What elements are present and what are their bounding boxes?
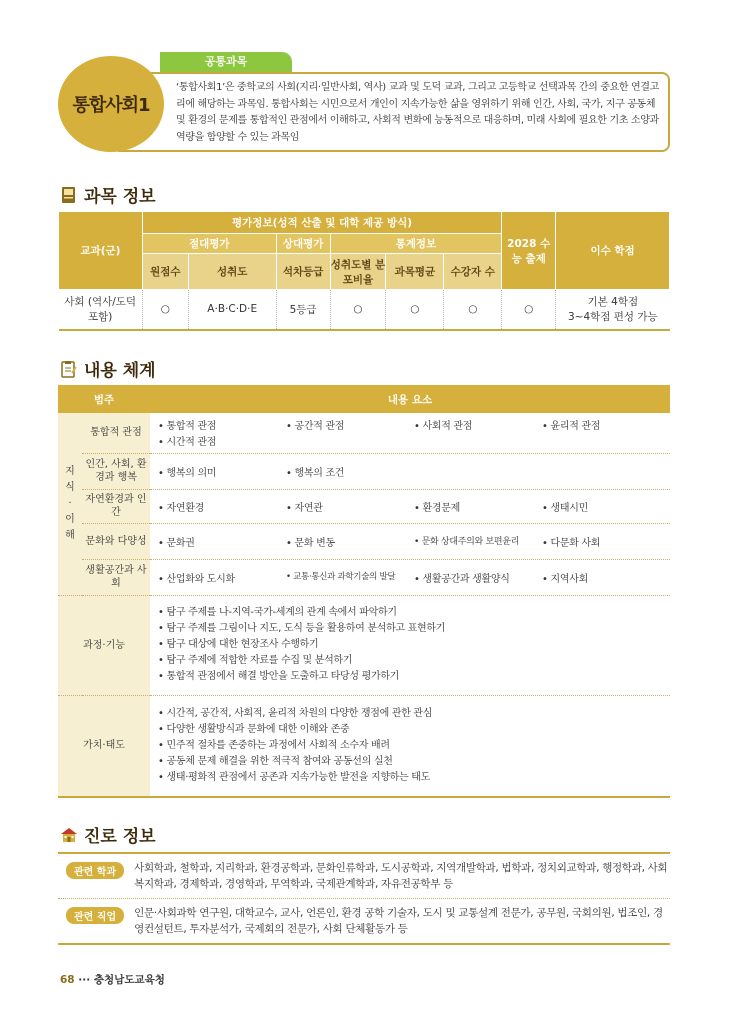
achievement-header: 성취도 (188, 254, 276, 290)
raw-score-header: 원점수 (142, 254, 188, 290)
average-cell: ○ (386, 290, 444, 330)
school-building-icon (60, 826, 78, 844)
list-item: • 통합적 관점에서 해결 방안을 도출하고 타당성 평가하기 (158, 669, 670, 685)
list-item: • 자연환경 (158, 499, 286, 514)
list-item: • 교통·통신과 과학기술의 발달 (286, 570, 414, 585)
related-majors-badge: 관련 학과 (66, 862, 124, 879)
subject-title: 통합사회1 (72, 95, 150, 116)
list-item: • 행복의 조건 (286, 464, 414, 479)
list-item: • 윤리적 관점 (542, 417, 670, 432)
list-item: • 생태시민 (542, 499, 670, 514)
list-item: • 탐구 주제를 그림이나 지도, 도식 등을 활용하여 분석하고 표현하기 (158, 621, 670, 637)
content-elements-header: 내용 요소 (150, 385, 670, 413)
related-majors-text: 사회학과, 철학과, 지리학과, 환경공학과, 문화인류학과, 도시공학과, 지역개발학과, 법학과, 정치외교학과, 행정학과, 사회복지학과, 경제학과, 경영학과, 무역학과, 국제관계학과, 자유전공학부 등 (134, 862, 668, 890)
elements-cell (150, 489, 670, 523)
checklist-icon (60, 360, 78, 378)
list-item: • 탐구 주제에 적합한 자료를 수집 및 분석하기 (158, 653, 670, 669)
students-cell: ○ (444, 290, 502, 330)
process-elements-cell (150, 595, 670, 695)
table-row (58, 453, 670, 489)
list-item: • 생활공간과 생활양식 (414, 570, 542, 585)
table-row (58, 523, 670, 559)
distribution-header: 성취도별 분포비율 (330, 254, 386, 290)
keyword-cell: 통합적 관점 (82, 413, 150, 453)
content-system-table (58, 385, 670, 798)
list-item: • 사회적 관점 (414, 417, 542, 432)
book-icon (60, 186, 78, 204)
list-item: • 문화 상대주의와 보편윤리 (414, 534, 542, 549)
keyword-cell: 인간, 사회, 환경과 행복 (82, 453, 150, 489)
table-row (58, 559, 670, 595)
list-item: • 문화권 (158, 534, 286, 549)
raw-score-cell: ○ (142, 290, 188, 330)
stats-header: 통계정보 (330, 234, 502, 254)
related-jobs-badge: 관련 직업 (66, 907, 124, 924)
table-row (58, 695, 670, 797)
subject-group-cell: 사회 (역사/도덕 포함) (59, 290, 143, 330)
table-row (59, 290, 670, 330)
subject-header (58, 52, 670, 152)
elements-cell (150, 413, 670, 453)
list-item: • 산업화와 도시화 (158, 570, 286, 585)
credits-basic: 기본 4학점 (587, 296, 639, 309)
eval-info-header: 평가정보(성적 산출 및 대학 제공 방식) (142, 212, 501, 234)
list-item: • 자연관 (286, 499, 414, 514)
related-majors-row (58, 854, 670, 898)
list-item: • 공동체 문제 해결을 위한 적극적 참여와 공동선의 실천 (158, 754, 670, 770)
absolute-eval-header: 절대평가 (142, 234, 276, 254)
elements-cell (150, 559, 670, 595)
subject-category-tag: 공통과목 (160, 52, 292, 72)
process-category: 과정·기능 (58, 595, 150, 695)
list-item: • 문화 변동 (286, 534, 414, 549)
keyword-cell: 생활공간과 사회 (82, 559, 150, 595)
list-item: • 탐구 대상에 대한 현장조사 수행하기 (158, 637, 670, 653)
table-row (58, 489, 670, 523)
keyword-cell: 자연환경과 인간 (82, 489, 150, 523)
subject-description: ‘통합사회1’은 중학교의 사회(지리·일반사회, 역사) 교과 및 도덕 교과, 그리고 고등학교 선택과목 간의 중요한 연결고리에 해당하는 과목임. 통합사회는 시민으로서 개인이 지속가능한 삶을 영위하기 위해 인간, 사회, 국가, 지구 공동체 및 환경의 문제를 통합적인 관점에서 이해하고, 사회적 변화에 능동적으로 대응하며, 미래 사회에 필요한 기초 소양과 역량을 함양할 수 있는 과목임 (176, 82, 659, 143)
suneung-cell: ○ (502, 290, 556, 330)
category-header: 범주 (58, 385, 150, 413)
keyword-cell: 문화와 다양성 (82, 523, 150, 559)
course-info-heading (60, 182, 156, 207)
table-row (58, 413, 670, 453)
list-item: • 지역사회 (542, 570, 670, 585)
page-number: 68 (60, 974, 75, 986)
career-info-box (58, 852, 670, 945)
values-elements-cell (150, 695, 670, 797)
relative-eval-header: 상대평가 (276, 234, 330, 254)
course-info-table (58, 211, 670, 331)
list-item: • 다문화 사회 (542, 534, 670, 549)
elements-cell (150, 453, 670, 489)
values-category: 가치·태도 (58, 695, 150, 797)
list-item: • 생태·평화적 관점에서 공존과 지속가능한 발전을 지향하는 태도 (158, 770, 670, 786)
students-header: 수강자 수 (444, 254, 502, 290)
credits-header: 이수 학점 (556, 212, 670, 290)
related-jobs-row (58, 898, 670, 945)
related-jobs-text: 인문·사회과학 연구원, 대학교수, 교사, 언론인, 환경 공학 기술자, 도시 및 교통설계 전문가, 공무원, 국회의원, 법조인, 경영컨설턴트, 투자분석가, 국제회의 전문가, 사회 단체활동가 등 (134, 907, 663, 935)
achievement-cell: A·B·C·D·E (188, 290, 276, 330)
list-item: • 시간적 관점 (158, 433, 286, 448)
content-system-title: 내용 체계 (84, 361, 156, 381)
average-header: 과목평균 (386, 254, 444, 290)
credits-range: 3~4학점 편성 가능 (567, 311, 658, 324)
career-info-title: 진로 정보 (84, 827, 156, 847)
subject-title-badge (58, 56, 164, 152)
list-item: • 공간적 관점 (286, 417, 414, 432)
grade-cell: 5등급 (276, 290, 330, 330)
career-info-heading (60, 822, 156, 847)
list-item: • 다양한 생활방식과 문화에 대한 이해와 존중 (158, 722, 670, 738)
list-item: • 통합적 관점 (158, 417, 286, 432)
page-footer (60, 972, 165, 987)
list-item: • 환경문제 (414, 499, 542, 514)
table-row (58, 595, 670, 695)
suneung-header: 2028 수능 출제 (502, 212, 556, 290)
grade-header: 석차등급 (276, 254, 330, 290)
list-item: • 민주적 절차를 존중하는 과정에서 사회적 소수자 배려 (158, 738, 670, 754)
distribution-cell: ○ (330, 290, 386, 330)
publisher-name: 충청남도교육청 (93, 974, 165, 986)
elements-cell (150, 523, 670, 559)
footer-separator: ··· (78, 974, 91, 986)
course-info-title: 과목 정보 (84, 187, 156, 207)
credits-cell (556, 290, 670, 330)
list-item: • 행복의 의미 (158, 464, 286, 479)
content-system-heading (60, 356, 156, 381)
list-item: • 시간적, 공간적, 사회적, 윤리적 차원의 다양한 쟁점에 관한 관심 (158, 706, 670, 722)
knowledge-category: 지 식 · 이 해 (58, 413, 82, 595)
list-item: • 탐구 주제를 나-지역-국가-세계의 관계 속에서 파악하기 (158, 605, 670, 621)
subject-group-header: 교과(군) (59, 212, 143, 290)
